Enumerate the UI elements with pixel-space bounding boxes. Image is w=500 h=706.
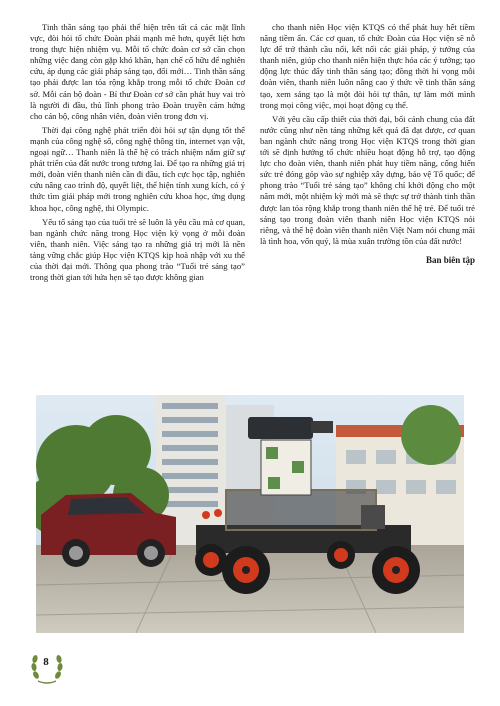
paragraph: Yếu tố sáng tạo của tuổi trẻ sẽ luôn là yêu cầu mà cơ quan, ban ngành chức năng trong Học viện kỳ vọng ở mỗi đoàn viên, thanh niên. Việc sáng tạo ra những giá trị mới là nền tảng vững chắc giúp Học viện KTQS kịp hoà nhập với xu thế của thời đại mới. Thông qua phong trào “Tuổi trẻ sáng tạo” trong thời gian tới hứa hẹn sẽ tạo được không gian [30, 216, 245, 283]
paragraph: cho thanh niên Học viện KTQS có thể phát huy hết tiềm năng tiềm ẩn. Các cơ quan, tổ chức Đoàn của Học viện sẽ nỗ lực để trở thành cầu nối, kết nối các giải pháp, ý tưởng của thanh niên, giúp cho thanh niên hiện thực hóa các ý tưởng; tạo động lực thúc đẩy tinh thần sáng tạo; đồng thời hi vọng mỗi đoàn viên, thanh niên luôn nâng cao ý thức về tinh thần sáng tạo, xem sáng tạo là một đòi hỏi tự thân, tự làm mới mình trong mọi công việc, mọi hoạt động cụ thể. [260, 22, 475, 110]
wheel [222, 546, 270, 594]
page-number: 8 [43, 656, 49, 668]
left-text-column [30, 22, 245, 286]
paragraph: Với yêu cầu cấp thiết của thời đại, bối cảnh chung của đất nước cũng như nền tảng những kết quả đã đạt được, cơ quan ban ngành chức năng trong Học viện KTQS trong thời gian tới sẽ định hướng tổ chức nhiều hoạt động hỗ trợ, tạo động lực cho đoàn viên, thanh niên phát huy tiềm năng, cống hiến sức trẻ đóng góp vào sự nghiệp xây dựng, bảo vệ Tổ quốc; để phong trào “Tuổi trẻ sáng tạo” không chỉ khởi động cho một năm mới, một nhiệm kỳ mới mà sẽ thực sự trở thành tinh thần được lan tỏa rộng khắp trong thanh niên thế hệ trẻ. Để tuổi trẻ sáng tạo trong đoàn viên thanh niên Học viện KTQS nói riêng, và thế hệ đoàn viên thanh niên Việt Nam nói chung mãi là tình hoa, vốn quý, là mùa xuân trường tồn của đất nước! [260, 113, 475, 246]
signature: Ban biên tập [425, 254, 475, 265]
right-text-column [260, 22, 475, 266]
wheel [327, 541, 355, 569]
wheel [372, 546, 420, 594]
robot-car-photo [36, 395, 464, 633]
paragraph: Thời đại công nghệ phát triển đòi hỏi sự tận dụng tốt thế mạnh của công nghệ số, công nghệ thông tin, internet vạn vật, ngoại ngữ… Thanh niên là thế hệ có trách nhiệm nắm giữ sự phát triển của đất nước trong tương lai. Để tạo ra những giá trị mới, đoàn viên thanh niên cần đi đầu, tích cực học tập, nghiên cứu nâng cao trình độ, quyết liệt, thể hiện tính xung kích, có ý thức tìm giải pháp mới trong nghiên cứu khoa học, ứng dụng khoa học, công nghệ, thi Olympic. [30, 124, 245, 213]
wheel [195, 544, 227, 576]
paragraph: Tinh thần sáng tạo phải thể hiện trên tất cả các mặt lĩnh vực, đòi hỏi tổ chức Đoàn phải mạnh mẽ hơn, quyết liệt hơn trong thực hiện nhiệm vụ. Mỗi tổ chức đoàn cơ sở cần chọn những việc đang còn gặp khó khăn, hạn chế cố hữu để nghiên cứu, áp dụng các giải pháp sáng tạo, đổi mới… Tinh thần sáng tạo phải được lan tỏa rộng khắp trong mỗi tổ chức Đoàn cơ sở. Mỗi cán bộ đoàn - Bí thư Đoàn cơ sở cần phát huy vai trò là người đi đầu, thủ lĩnh phong trào Đoàn truyền cảm hứng cho cán bộ, công nhân viên, đoàn viên trong đơn vị. [30, 22, 245, 121]
